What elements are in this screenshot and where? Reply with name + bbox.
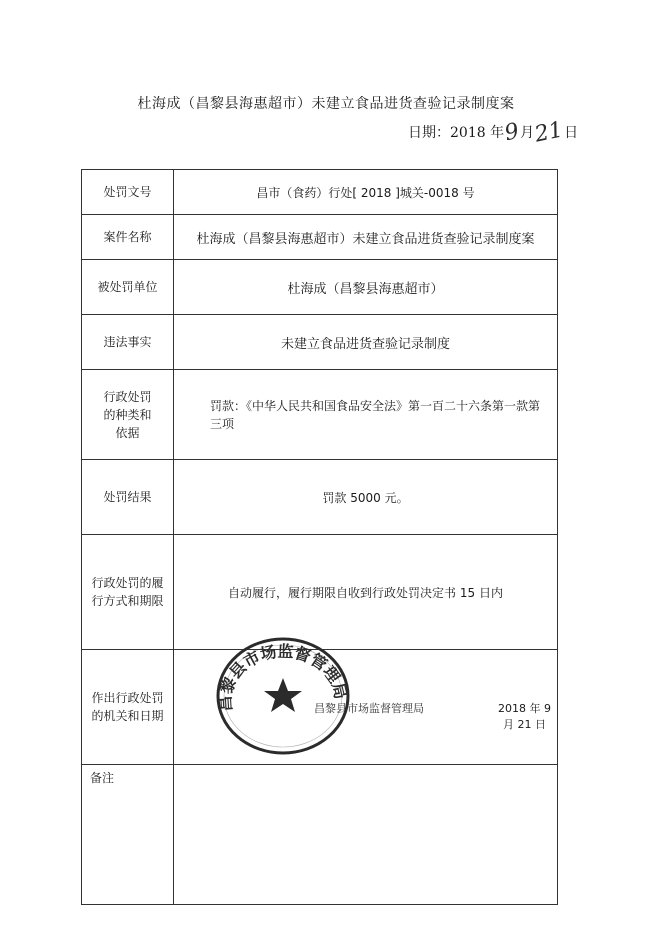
label-violation-facts: 违法事实 [82, 315, 174, 370]
label-penalty-result: 处罚结果 [82, 460, 174, 535]
table-row [82, 215, 558, 260]
table-row [82, 170, 558, 215]
date-prefix: 日期：2018 年 [408, 125, 505, 141]
value-execution-method: 自动履行，履行期限自收到行政处罚决定书 15 日内 [174, 535, 558, 650]
value-penalty-type-basis: 罚款：《中华人民共和国食品安全法》第一百二十六条第一款第三项 [174, 370, 558, 460]
label-case-name: 案件名称 [82, 215, 174, 260]
date-day-handwritten: 21 [532, 117, 566, 148]
table-row [82, 315, 558, 370]
table-row [82, 650, 558, 765]
date-month-handwritten: 9 [502, 118, 522, 147]
value-penalty-result: 罚款 5000 元。 [174, 460, 558, 535]
label-authority-date: 作出行政处罚的机关和日期 [82, 650, 174, 765]
authority-name: 昌黎县市场监督管理局 [314, 702, 424, 715]
table-row [82, 535, 558, 650]
document-title: 杜海成（昌黎县海惠超市）未建立食品进货查验记录制度案 [137, 96, 515, 112]
table-row [82, 765, 558, 905]
value-authority-date [174, 650, 558, 765]
table-row [82, 260, 558, 315]
label-penalty-type-basis: 行政处罚的种类和依据 [82, 370, 174, 460]
date-day-unit: 日 [564, 125, 579, 141]
value-violation-facts: 未建立食品进货查验记录制度 [174, 315, 558, 370]
value-remarks [174, 765, 558, 905]
label-execution-method: 行政处罚的履行方式和期限 [82, 535, 174, 650]
table-row [82, 460, 558, 535]
label-penalty-number: 处罚文号 [82, 170, 174, 215]
date-month-unit: 月 [520, 125, 535, 141]
document-date [408, 117, 579, 148]
value-case-name: 杜海成（昌黎县海惠超市）未建立食品进货查验记录制度案 [174, 215, 558, 260]
authority-date: 2018 年 9 月 21 日 [498, 702, 551, 731]
value-penalized-unit: 杜海成（昌黎县海惠超市） [174, 260, 558, 315]
label-remarks: 备注 [82, 765, 174, 905]
value-penalty-number: 昌市（食药）行处[ 2018 ]城关-0018 号 [174, 170, 558, 215]
penalty-info-table [81, 169, 558, 905]
label-penalized-unit: 被处罚单位 [82, 260, 174, 315]
svg-text:昌黎县市场监督管理局: 昌黎县市场监督管理局 [215, 641, 351, 713]
table-row [82, 370, 558, 460]
